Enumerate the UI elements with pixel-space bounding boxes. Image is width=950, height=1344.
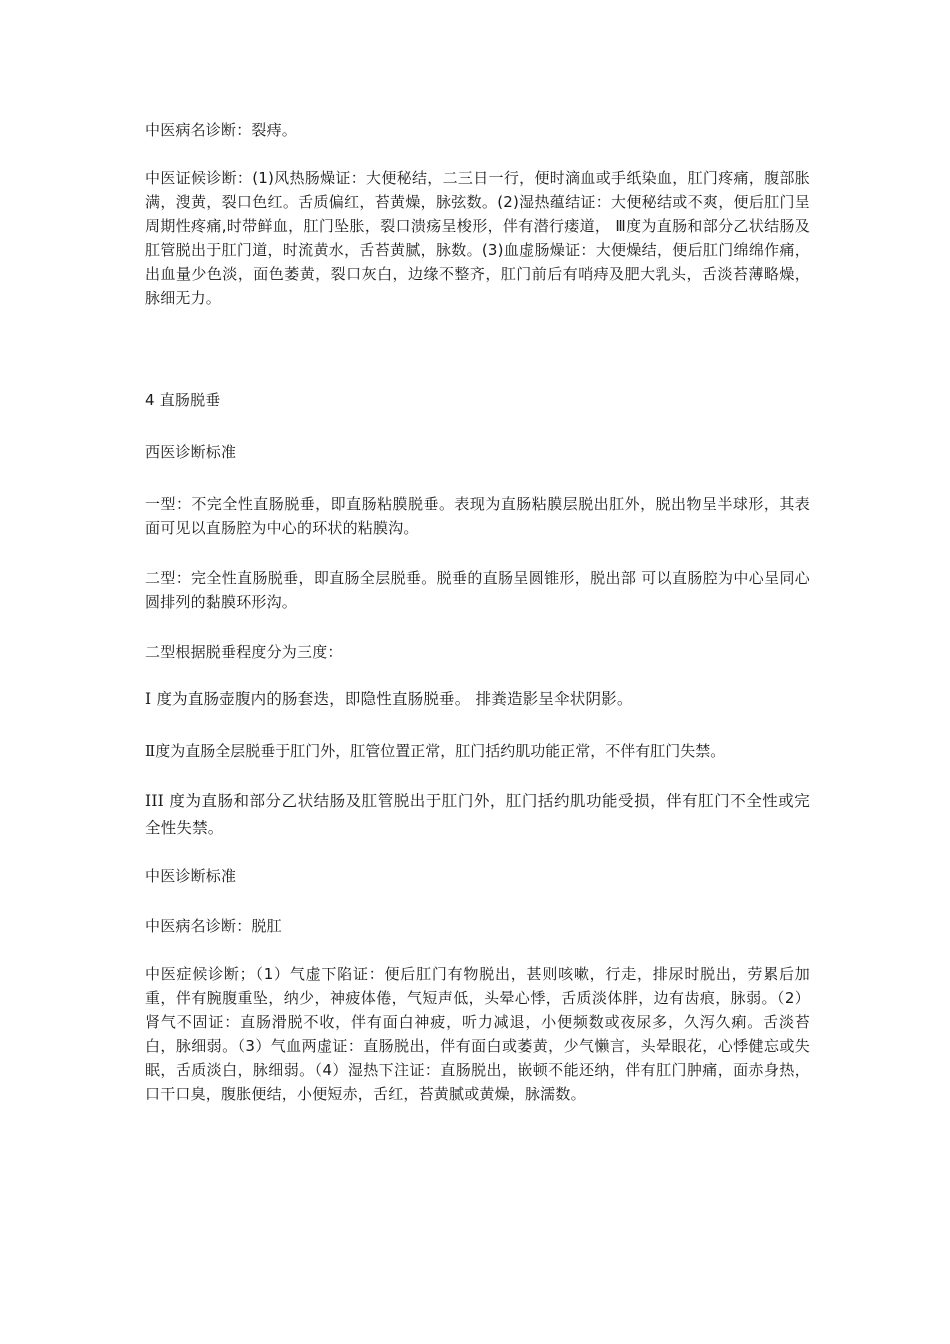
degree-three-description: III 度为直肠和部分乙状结肠及肛管脱出于肛门外，肛门括约肌功能受损，伴有肛门不全性或完全性失禁。	[145, 792, 810, 837]
degree-two-description: Ⅱ度为直肠全层脱垂于肛门外，肛管位置正常，肛门括约肌功能正常，不伴有肛门失禁。	[145, 742, 726, 760]
tcm-diagnosis-heading: 中医诊断标准	[145, 867, 237, 885]
type-one-description: 一型：不完全性直肠脱垂，即直肠粘膜脱垂。表现为直肠粘膜层脱出肛外，脱出物呈半球形，其表面可见以直肠腔为中心的环状的粘膜沟。	[145, 495, 810, 537]
tcm-disease-diagnosis-fissure: 中医病名诊断：裂痔。	[145, 121, 298, 139]
western-diagnosis-heading: 西医诊断标准	[145, 443, 237, 461]
tcm-syndrome-diagnosis-fissure: 中医证候诊断：(1)风热肠燥证：大便秘结，二三日一行，便时滴血或手纸染血，肛门疼痛，腹部胀满，溲黄，裂口色红。舌质偏红，苔黄燥，脉弦数。(2)湿热蕴结证：大便秘结或不爽，便后肛门呈周期性疼痛,时带鲜血，肛门坠胀，裂口溃疡呈梭形，伴有潜行瘘道， Ⅲ度为直肠和部分乙状结肠及肛管脱出于肛门道，时流黄水，舌苔黄腻，脉数。(3)血虚肠燥证：大便燥结，便后肛门绵绵作痛，出血量少色淡，面色萎黄，裂口灰白，边缘不整齐，肛门前后有哨痔及肥大乳头，舌淡苔薄略燥，脉细无力。	[145, 169, 810, 307]
section-heading-rectal-prolapse: 4 直肠脱垂	[145, 391, 221, 409]
tcm-disease-diagnosis-prolapse: 中医病名诊断：脱肛	[145, 917, 282, 935]
type-two-description: 二型：完全性直肠脱垂，即直肠全层脱垂。脱垂的直肠呈圆锥形，脱出部 可以直肠腔为中心呈同心圆排列的黏膜环形沟。	[145, 569, 810, 611]
degree-one-description: I 度为直肠壶腹内的肠套迭，即隐性直肠脱垂。 排粪造影呈伞状阴影。	[145, 690, 633, 708]
tcm-syndrome-diagnosis-prolapse: 中医症候诊断；（1）气虚下陷证：便后肛门有物脱出，甚则咳嗽，行走，排尿时脱出，劳累后加重，伴有腕腹重坠，纳少，神疲体倦，气短声低，头晕心悸，舌质淡体胖，边有齿痕，脉弱。（2）肾气不固证：直肠滑脱不收，伴有面白神疲，听力减退，小便频数或夜尿多，久泻久痢。舌淡苔白，脉细弱。（3）气血两虚证：直肠脱出，伴有面白或萎黄，少气懒言，头晕眼花，心悸健忘或失眠，舌质淡白，脉细弱。（4）湿热下注证：直肠脱出，嵌顿不能还纳，伴有肛门肿痛，面赤身热，口干口臭，腹胀便结，小便短赤，舌红，苔黄腻或黄燥，脉濡数。	[145, 965, 810, 1103]
type-two-degree-intro: 二型根据脱垂程度分为三度：	[145, 643, 343, 661]
